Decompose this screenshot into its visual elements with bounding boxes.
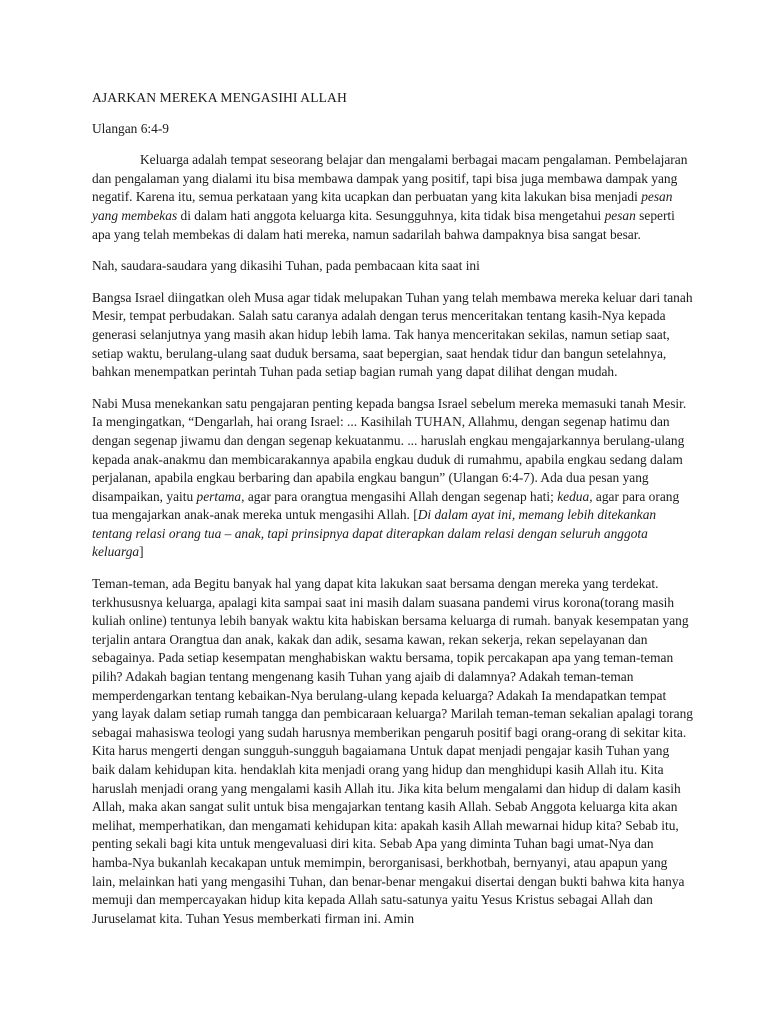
paragraph-intro (92, 151, 694, 244)
scripture-reference: Ulangan 6:4-9 (92, 120, 169, 136)
paragraph-text: ] (139, 544, 144, 560)
paragraph-text: Keluarga adalah tempat seseorang belajar dan mengalami berbagai macam pengalaman. Pembelajaran dan pengalaman yang dialami itu bisa membawa dampak yang positif, tapi bisa juga membawa dampak yang negatif. Karena itu, semua perkataan yang kita ucapkan dan perbuatan yang kita lakukan bisa menjadi (92, 152, 688, 205)
emphasis-text: pesan (604, 207, 636, 223)
paragraph-text: , agar para orangtua mengasihi Allah dengan segenap hati; (241, 488, 558, 504)
paragraph-transition: Nah, saudara-saudara yang dikasihi Tuhan, pada pembacaan kita saat ini (92, 258, 480, 274)
paragraph-text: di dalam hati anggota keluarga kita. Sesungguhnya, kita tidak bisa mengetahui (177, 207, 605, 223)
emphasis-text: kedua (557, 488, 590, 504)
paragraph-israel: Bangsa Israel diingatkan oleh Musa agar tidak melupakan Tuhan yang telah membawa mereka keluar dari tanah Mesir, tempat perbudakan. Salah satu caranya adalah dengan terus menceritakan tentang kasih-Nya kepada generasi selanjutnya yang masih akan hidup lebih lama. Tak hanya menceritakan sekilas, namun setiap saat, setiap waktu, berulang-ulang saat duduk bersama, saat bepergian, saat hendak tidur dan bangun setelahnya, bahkan menempatkan perintah Tuhan pada setiap bagian rumah yang dapat dilihat dengan mudah. (92, 289, 693, 380)
paragraph-text: , agar para orang tua mengajarkan anak-anak mereka untuk mengasihi Allah. [ (92, 488, 680, 523)
bracket-note: Di dalam ayat ini, memang lebih ditekankan tentang relasi orang tua – anak, tapi prinsipnya dapat diterapkan dalam relasi dengan seluruh anggota keluarga (92, 507, 657, 560)
emphasis-text: pertama (196, 488, 242, 504)
paragraph-moses (92, 395, 694, 562)
paragraph-application: Teman-teman, ada Begitu banyak hal yang dapat kita lakukan saat bersama dengan mereka yang terdekat. terkhususnya keluarga, apalagi kita sampai saat ini masih dalam suasana pandemi virus korona(torang masih kuliah online) tentunya lebih banyak waktu kita habiskan bersama keluarga di rumah. banyak kesempatan yang terjalin antara Orangtua dan anak, kakak dan adik, sesama kawan, rekan sekerja, rekan sepelayanan dan sebagainya. Pada setiap kesempatan menghabiskan waktu bersama, topik percakapan apa yang teman-teman pilih? Adakah bagian tentang mengenang kasih Tuhan yang ajaib di dalamnya? Adakah teman-teman memperdengarkan tentang kebaikan-Nya berulang-ulang kepada keluarga? Adakah Ia mendapatkan tempat yang layak dalam setiap rumah tangga dan pembicaraan keluarga? Marilah teman-teman sekalian apalagi torang sebagai mahasiswa teologi yang sudah harusnya memberikan pengaruh positif bagi orang-orang di sekitar kita. Kita harus mengerti dengan sungguh-sungguh bagaiamana Untuk dapat menjadi pengajar kasih Tuhan yang baik dalam kehidupan kita. hendaklah kita menjadi orang yang hidup dan menghidupi kasih Allah itu. Kita haruslah menjadi orang yang mengalami kasih Allah itu. Jika kita belum mengalami dan hidup di dalam kasih Allah, maka akan sangat sulit untuk bisa mengajarkan tentang kasih Allah. Sebab Anggota keluarga kita akan melihat, memperhatikan, dan mengamati kehidupan kita: apakah kasih Allah mewarnai hidup kita? Sebab itu, penting sekali bagi kita untuk mengevaluasi diri kita. Sebab Apa yang diminta Tuhan bagi umat-Nya dan hamba-Nya bukanlah kecakapan untuk memimpin, berorganisasi, berkhotbah, bernyanyi, atau apapun yang lain, melainkan hati yang mengasihi Tuhan, dan benar-benar mengakui disertai dengan bukti bahwa kita hanya memuji dan mempercayakan hidup kita kepada Allah satu-satunya yaitu Yesus Kristus sebagai Allah dan Juruselamat kita. Tuhan Yesus memberkati firman ini. Amin (92, 576, 693, 926)
emphasis-text: pesan yang membekas (92, 189, 673, 223)
paragraph-text: Nabi Musa menekankan satu pengajaran penting kepada bangsa Israel sebelum mereka memasuki tanah Mesir. Ia mengingatkan, “Dengarlah, hai orang Israel: ... Kasihilah TUHAN, Allahmu, dengan segenap hatimu dan dengan segenap jiwamu dan dengan segenap kekuatanmu. ... haruslah engkau mengajarkannya berulang-ulang kepada anak-anakmu dan membicarakannya apabila engkau duduk di rumahmu, apabila engkau sedang dalam perjalanan, apabila engkau berbaring dan apabila engkau bangun” (Ulangan 6:4-7). Ada dua pesan yang disampaikan, yaitu (92, 395, 687, 504)
document-body (92, 89, 694, 941)
document-title: AJARKAN MEREKA MENGASIHI ALLAH (92, 90, 347, 105)
paragraph-text: seperti apa yang telah membekas di dalam hati mereka, namun sadarilah bahwa dampaknya bisa sangat besar. (92, 207, 675, 242)
